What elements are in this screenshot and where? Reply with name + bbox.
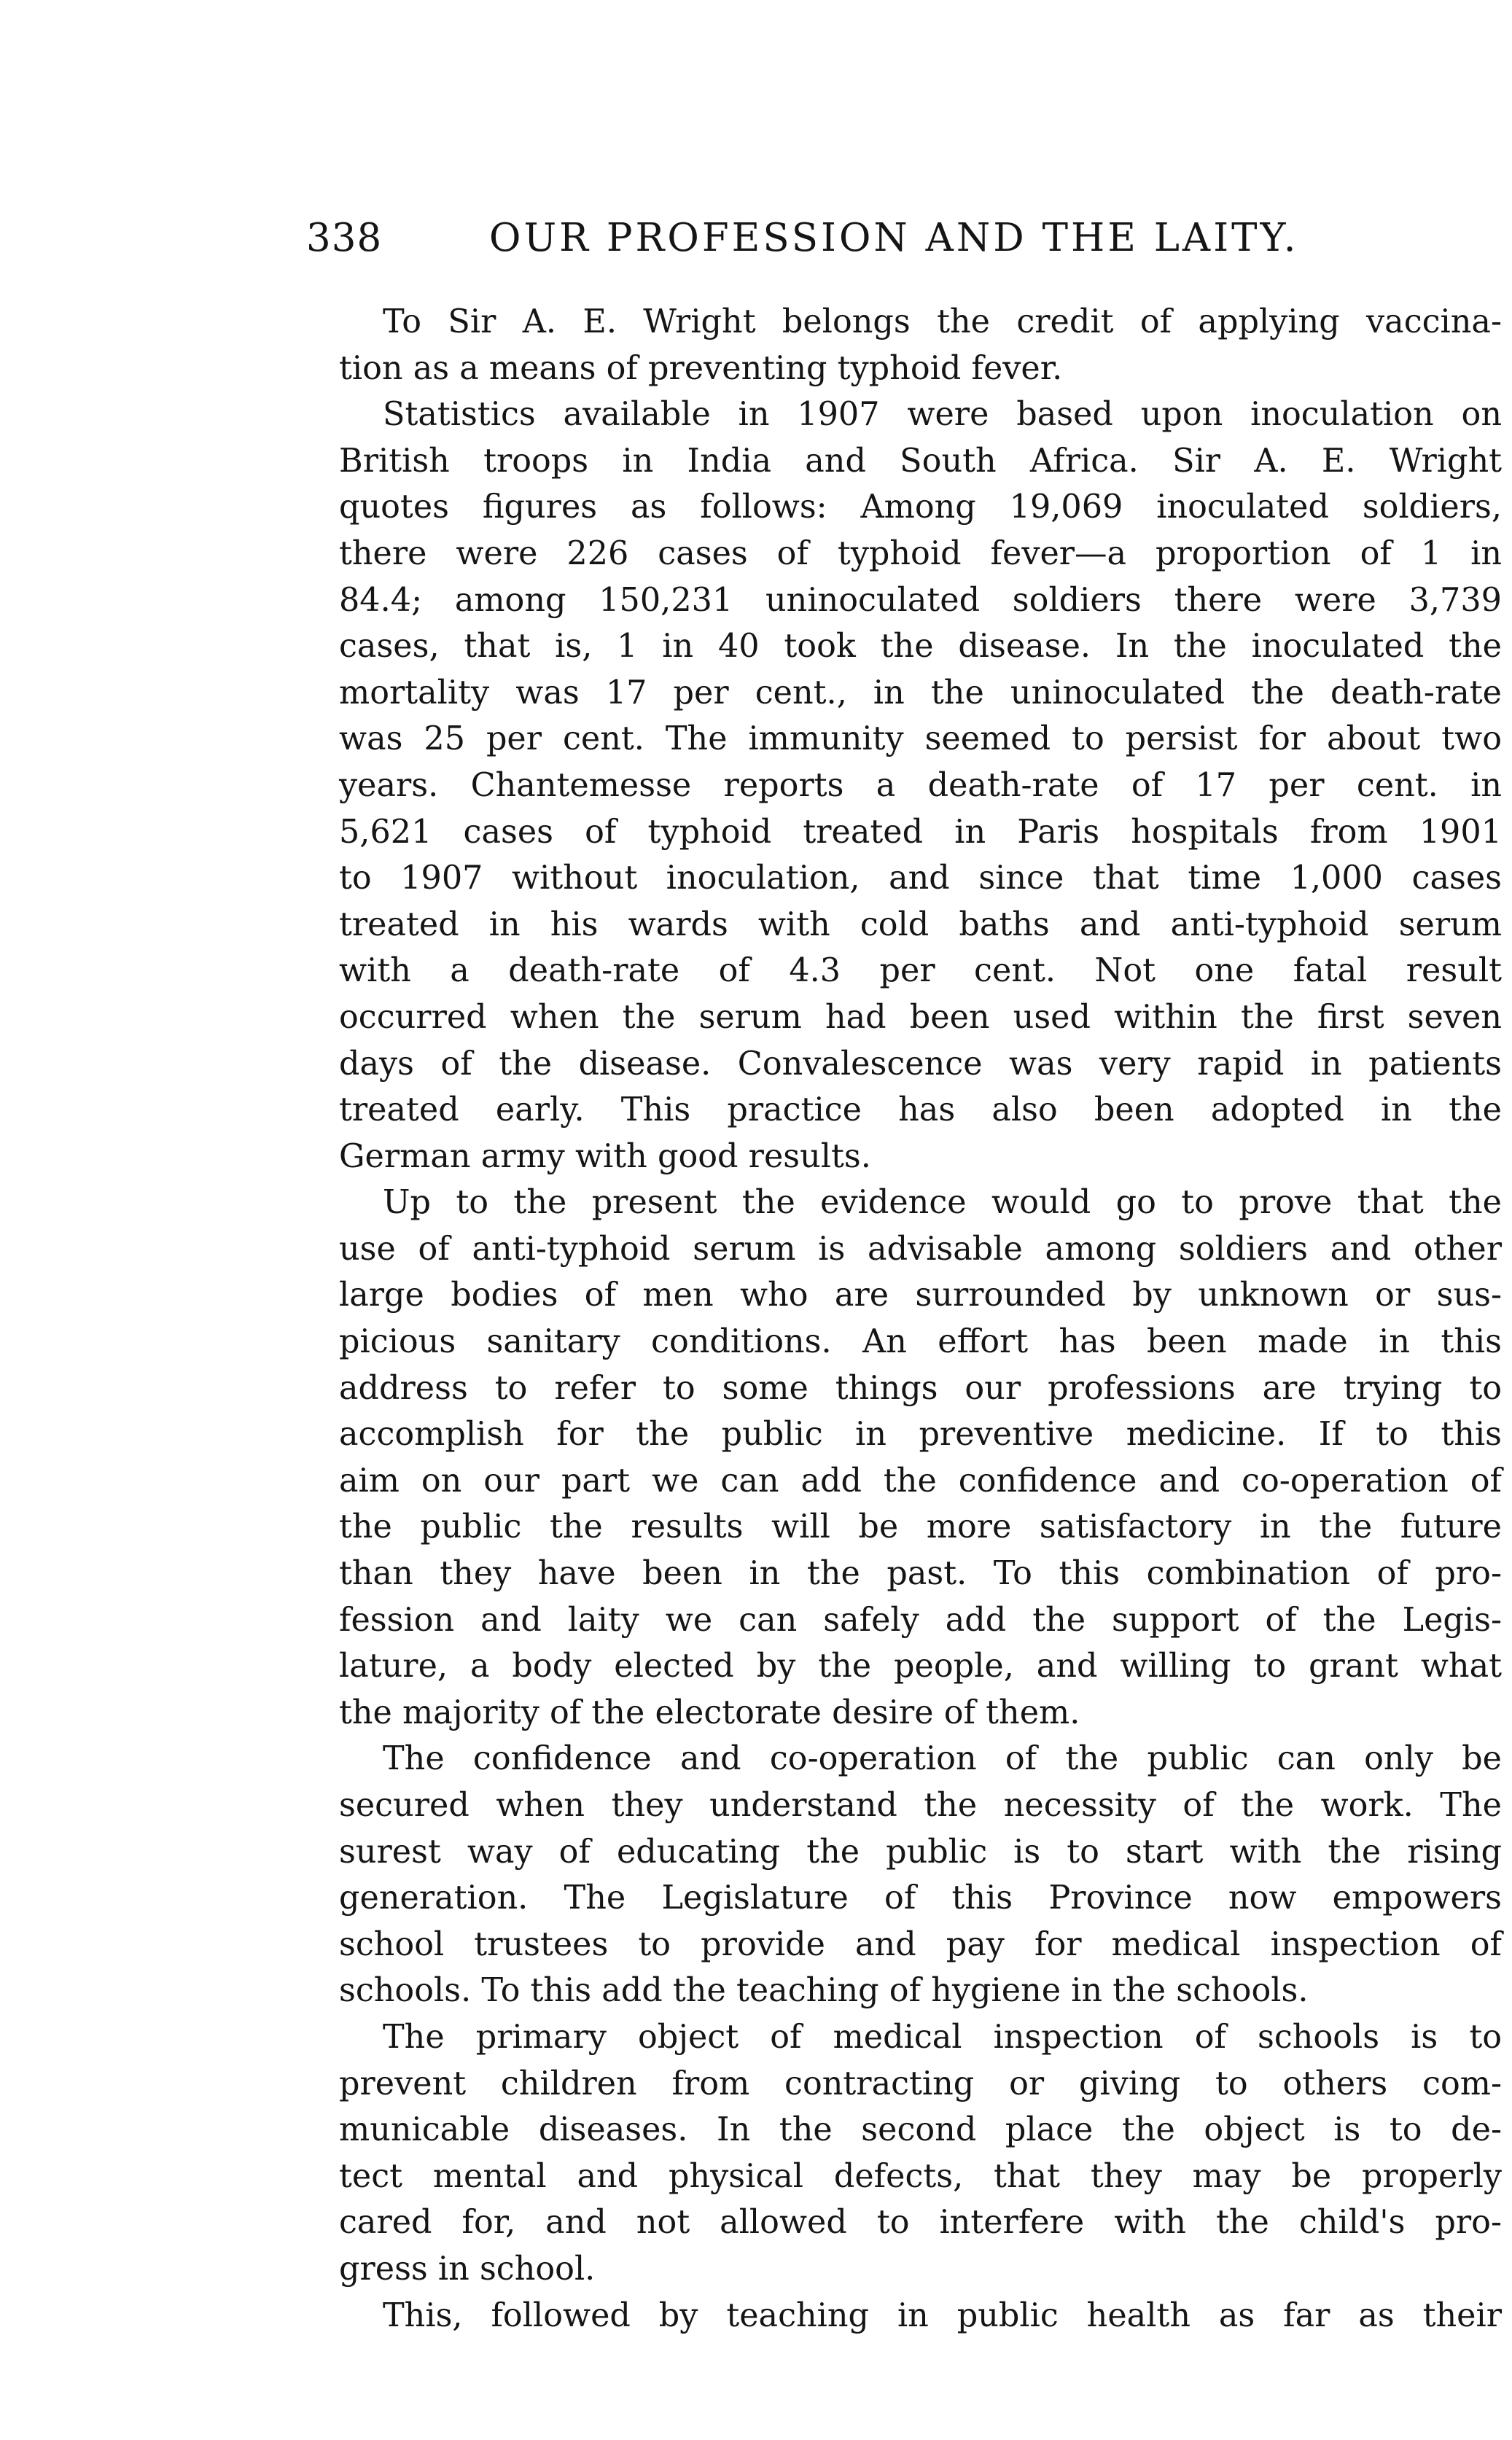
- text-line: tect mental and physical defects, that they may be properly: [339, 2157, 1502, 2195]
- text-line: schools. To this add the teaching of hygiene in the schools.: [339, 1972, 1309, 2010]
- running-title: OUR PROFESSION AND THE LAITY.: [489, 216, 1299, 260]
- text-line: the majority of the electorate desire of them.: [339, 1693, 1080, 1731]
- text-line: To Sir A. E. Wright belongs the credit of applying vaccina-: [383, 303, 1502, 340]
- text-line: 84.4; among 150,231 uninoculated soldiers there were 3,739: [339, 581, 1502, 619]
- text-line: generation. The Legislature of this Province now empowers: [339, 1879, 1502, 1917]
- text-line: use of anti-typhoid serum is advisable among soldiers and other: [339, 1230, 1502, 1268]
- paragraph: [339, 1736, 1502, 2014]
- text-line: gress in school.: [339, 2250, 596, 2288]
- text-line: treated early. This practice has also been adopted in the: [339, 1091, 1502, 1129]
- text-line: with a death-rate of 4.3 per cent. Not one fatal result: [339, 952, 1502, 990]
- text-line: cared for, and not allowed to interfere with the child's pro-: [339, 2204, 1502, 2242]
- text-line: fession and laity we can safely add the support of the Legis-: [339, 1601, 1502, 1639]
- text-line: secured when they understand the necessity of the work. The: [339, 1787, 1502, 1824]
- text-line: This, followed by teaching in public health as far as their: [383, 2296, 1502, 2334]
- text-line: mortality was 17 per cent., in the uninoculated the death-rate: [339, 674, 1502, 712]
- text-line: to 1907 without inoculation, and since that time 1,000 cases: [339, 860, 1502, 897]
- paragraph: [339, 299, 1502, 391]
- text-line: address to refer to some things our professions are trying to: [339, 1369, 1502, 1407]
- paragraph: [339, 2293, 1502, 2339]
- page-number: 338: [306, 216, 383, 260]
- body-text: [339, 299, 1502, 2339]
- text-line: picious sanitary conditions. An effort has been made in this: [339, 1323, 1502, 1361]
- paragraph: [339, 1180, 1502, 1736]
- text-line: 5,621 cases of typhoid treated in Paris hospitals from 1901: [339, 813, 1502, 851]
- text-line: Up to the present the evidence would go to prove that the: [383, 1184, 1502, 1222]
- text-line: The confidence and co-operation of the public can only be: [383, 1740, 1502, 1778]
- text-line: occurred when the serum had been used within the first seven: [339, 998, 1502, 1036]
- text-line: treated in his wards with cold baths and anti-typhoid serum: [339, 905, 1502, 943]
- text-line: British troops in India and South Africa. Sir A. E. Wright: [339, 442, 1502, 480]
- text-line: surest way of educating the public is to start with the rising: [339, 1833, 1502, 1871]
- text-line: Statistics available in 1907 were based upon inoculation on: [383, 396, 1502, 434]
- text-line: days of the disease. Convalescence was very rapid in patients: [339, 1045, 1502, 1083]
- text-line: prevent children from contracting or giving to others com-: [339, 2065, 1502, 2102]
- page-header: [306, 216, 1327, 274]
- paragraph: [339, 391, 1502, 1180]
- text-line: years. Chantemesse reports a death-rate of 17 per cent. in: [339, 766, 1502, 804]
- text-line: cases, that is, 1 in 40 took the disease. In the inoculated the: [339, 628, 1502, 666]
- text-line: quotes figures as follows: Among 19,069 inoculated soldiers,: [339, 488, 1502, 526]
- text-line: German army with good results.: [339, 1137, 871, 1175]
- text-line: the public the results will be more satisfactory in the future: [339, 1508, 1502, 1546]
- text-line: municable diseases. In the second place the object is to de-: [339, 2111, 1502, 2149]
- text-line: tion as a means of preventing typhoid fever.: [339, 349, 1063, 387]
- text-line: there were 226 cases of typhoid fever—a proportion of 1 in: [339, 534, 1502, 572]
- text-line: lature, a body elected by the people, and willing to grant what: [339, 1648, 1502, 1685]
- text-line: The primary object of medical inspection of schools is to: [383, 2018, 1502, 2056]
- text-line: large bodies of men who are surrounded by unknown or sus-: [339, 1276, 1502, 1314]
- text-line: aim on our part we can add the confidence and co-operation of: [339, 1462, 1502, 1500]
- text-line: than they have been in the past. To this combination of pro-: [339, 1555, 1502, 1593]
- text-line: accomplish for the public in preventive medicine. If to this: [339, 1416, 1502, 1454]
- text-line: was 25 per cent. The immunity seemed to persist for about two: [339, 720, 1502, 758]
- paragraph: [339, 2014, 1502, 2293]
- text-line: school trustees to provide and pay for medical inspection of: [339, 1925, 1502, 1963]
